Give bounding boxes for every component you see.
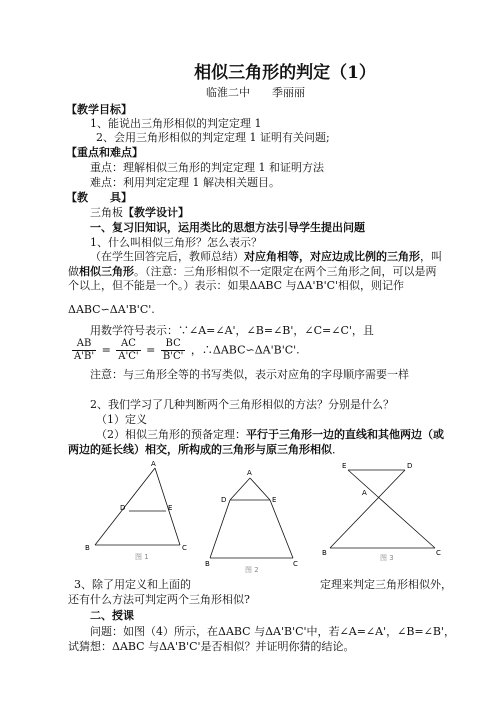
tool-line — [90, 206, 189, 220]
fig1-label-a: A — [151, 460, 156, 468]
fig2-label-a: A — [247, 469, 252, 477]
section-design: 【教学设计】 — [123, 206, 189, 219]
question-1-line4: ΔABC∽ΔA'B'C'. — [68, 303, 155, 316]
question-3-right: 定理来判定三角形相似外， — [320, 578, 452, 591]
fig3-caption: 图 3 — [380, 554, 394, 562]
fig2-label-c: C — [293, 560, 298, 568]
author-line: 临淮二中 季丽丽 — [206, 86, 305, 99]
q1-answer-a: （在学生回答完后，教师总结） — [90, 250, 244, 263]
goal-2: 2、会用三角形相似的判定定理 1 证明有关问题; — [96, 131, 330, 144]
fig2-label-e: E — [272, 496, 277, 504]
part-one-heading: 一、复习旧知识，运用类比的思想方法引导学生提出问题 — [90, 221, 365, 234]
fraction-ac: $\frac{AC}{A'C'}$ — [118, 338, 139, 362]
question-1-answer — [90, 250, 442, 264]
fig2-label-d: D — [221, 496, 227, 504]
goal-1: 1、能说出三角形相似的判定定理 1 — [90, 117, 262, 130]
question-2-answer-2-line2 — [68, 443, 343, 457]
figure-1 — [80, 460, 195, 565]
fig2-label-b: B — [205, 560, 210, 568]
question-1-line2 — [68, 265, 437, 279]
fig3-label-a: A — [362, 489, 367, 497]
figure-3 — [320, 460, 450, 572]
q2-a2-c: 两边的延长线）相交，所构成的三角形与原三角形相似 — [68, 443, 332, 456]
note-line: 注意：与三角形全等的书写类似，表示对应角的字母顺序需要一样 — [90, 368, 409, 381]
ratio-equation: $\frac{AB}{A'B'}$ = $\frac{AC}{A'C'}$ = $\frac{BC}{B'C'}$ ，∴ΔABC∽ΔA'B'C'. — [74, 338, 300, 362]
question-3-line2: 还有什么方法可判定两个三角形相似? — [68, 593, 250, 606]
fraction-ab: $\frac{AB}{A'B'}$ — [74, 338, 95, 362]
section-tool: 【教 具】 — [66, 191, 132, 204]
question-1-line3: 个以上，但不能是一个。）表示：如果ΔABC 与ΔA'B'C'相似，则记作 — [68, 279, 405, 292]
fig1-label-e: E — [168, 504, 173, 512]
question-2: 2、我们学习了几种判断两个三角形相似的方法？分别是什么？ — [90, 398, 394, 411]
therefore-text: ，∴ΔABC∽ΔA'B'C'. — [190, 343, 300, 357]
q1-answer-bold: 对应角相等，对应边成比例的三角形 — [244, 250, 420, 263]
question-1: 1、什么叫相似三角形？怎么表示？ — [90, 236, 262, 249]
symbol-line: 用数学符号表示：∵∠A=∠A'，∠B=∠B'，∠C=∠C'，且 — [90, 324, 374, 337]
fig3-label-b: B — [322, 549, 327, 557]
q1-answer-c: ，叫 — [420, 250, 442, 263]
section-goal: 【教学目标】 — [66, 103, 132, 116]
q1-line2-a: 做 — [68, 265, 79, 278]
problem-line2: 试猜想：ΔABC 与ΔA'B'C'是否相似？并证明你猜的结论。 — [68, 640, 355, 653]
key-1: 重点：理解相似三角形的判定定理 1 和证明方法 — [90, 161, 324, 174]
q2-a2-bold: 平行于三角形一边的直线和其他两边（或 — [246, 428, 444, 441]
fraction-bc: $\frac{BC}{B'C'}$ — [162, 338, 184, 362]
section-key: 【重点和难点】 — [66, 146, 143, 159]
key-2: 难点：利用判定定理 1 解决相关题目。 — [90, 176, 280, 189]
fig1-label-d: D — [120, 504, 126, 512]
fig3-label-e: E — [342, 462, 347, 470]
fig3-label-d: D — [407, 462, 413, 470]
q1-line2-c: 。（注意：三角形相似不一定限定在两个三角形之间，可以是两 — [134, 265, 437, 278]
question-2-answer-2 — [96, 428, 444, 442]
question-3-left: 3、除了用定义和上面的 — [74, 578, 191, 591]
question-2-answer-1: （1）定义 — [96, 413, 147, 426]
q1-line2-bold: 相似三角形 — [79, 265, 134, 278]
page-title: 相似三角形的判定（1） — [194, 63, 376, 83]
fig3-label-c: C — [436, 549, 441, 557]
fig2-caption: 图 2 — [245, 566, 259, 574]
fig1-caption: 图 1 — [135, 553, 149, 561]
q2-a2-a: （2）相似三角形的预备定理： — [96, 428, 246, 441]
fig1-label-b: B — [85, 544, 90, 552]
q2-a2-d: ． — [332, 443, 343, 456]
tool-text: 三角板 — [90, 206, 123, 219]
part-two-heading: 二、授课 — [90, 609, 134, 622]
problem-line1: 问题：如图（4）所示，在ΔABC 与ΔA'B'C'中，若∠A=∠A'，∠B=∠B'， — [90, 625, 455, 638]
fig1-label-c: C — [182, 544, 187, 552]
figure-2 — [205, 460, 315, 575]
